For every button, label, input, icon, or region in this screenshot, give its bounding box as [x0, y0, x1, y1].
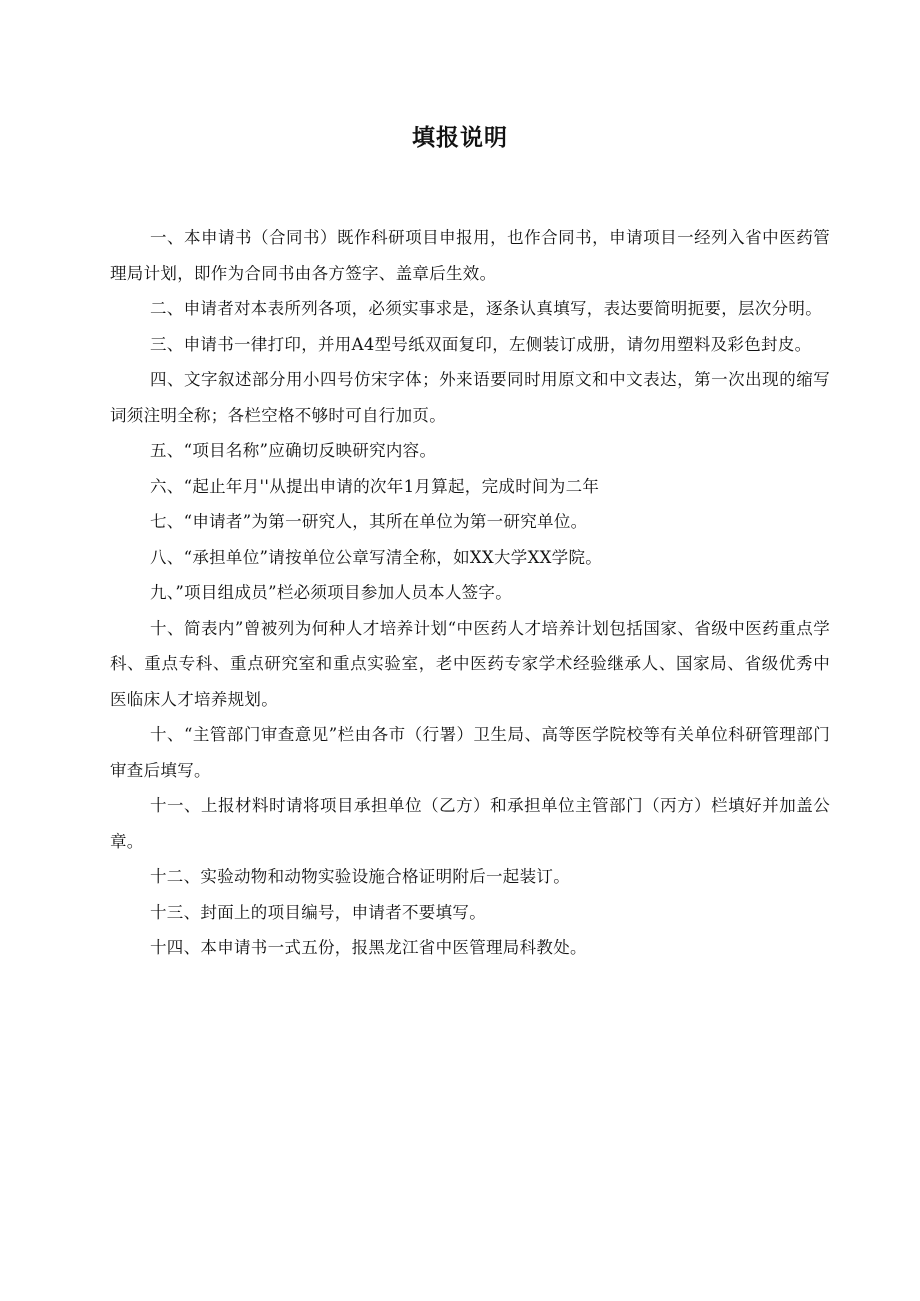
instruction-item-2: 二、申请者对本表所列各项，必须实事求是，逐条认真填写，表达要简明扼要，层次分明。 — [150, 299, 822, 318]
instruction-item-6: 六、“起止年月''从提出申请的次年1月算起，完成时间为二年 — [150, 476, 600, 496]
instruction-item-5: 五、“项目名称”应确切反映研究内容。 — [150, 441, 437, 460]
instruction-item-12: 十一、上报材料时请将项目承担单位（乙方）和承担单位主管部门（丙方）栏填好并加盖公章。 — [110, 796, 830, 851]
instruction-item-1: 一、本申请书（合同书）既作科研项目申报用，也作合同书，申请项目一经列入省中医药管理局计划，即作为合同书由各方签字、盖章后生效。 — [110, 228, 830, 283]
instruction-item-14: 十三、封面上的项目编号，申请者不要填写。 — [150, 902, 486, 922]
instruction-item-15: 十四、本申请书一式五份，报黑龙江省中医管理局科教处。 — [150, 938, 587, 957]
instruction-item-3: 三、申请书一律打印，并用A4型号纸双面复印，左侧装订成册，请勿用塑料及彩色封皮。 — [150, 334, 812, 354]
instruction-item-13: 十二、实验动物和动物实验设施合格证明附后一起装订。 — [150, 867, 570, 886]
page-title: 填报说明 — [412, 125, 508, 151]
instruction-item-7: 七、“申请者”为第一研究人，其所在单位为第一研究单位。 — [150, 512, 588, 531]
instruction-item-4: 四、文字叙述部分用小四号仿宋字体；外来语要同时用原文和中文表达，第一次出现的缩写词须注明全称；各栏空格不够时可自行加页。 — [110, 370, 830, 425]
instructions-list — [110, 220, 830, 966]
instruction-item-11: 十、“主管部门审查意见”栏由各市（行署）卫生局、高等医学院校等有关单位科研管理部门审查后填写。 — [110, 725, 830, 780]
instruction-item-10: 十、简表内”曾被列为何种人才培养计划“中医药人才培养计划包括国家、省级中医药重点学科、重点专科、重点研究室和重点实验室，老中医药专家学术经验继承人、国家局、省级优秀中医临床人才培养规划。 — [110, 618, 830, 709]
instruction-item-9: 九、”项目组成员”栏必须项目参加人员本人签字。 — [150, 583, 513, 602]
instruction-item-8: 八、“承担单位”请按单位公章写清全称，如XX大学XX学院。 — [150, 547, 603, 567]
